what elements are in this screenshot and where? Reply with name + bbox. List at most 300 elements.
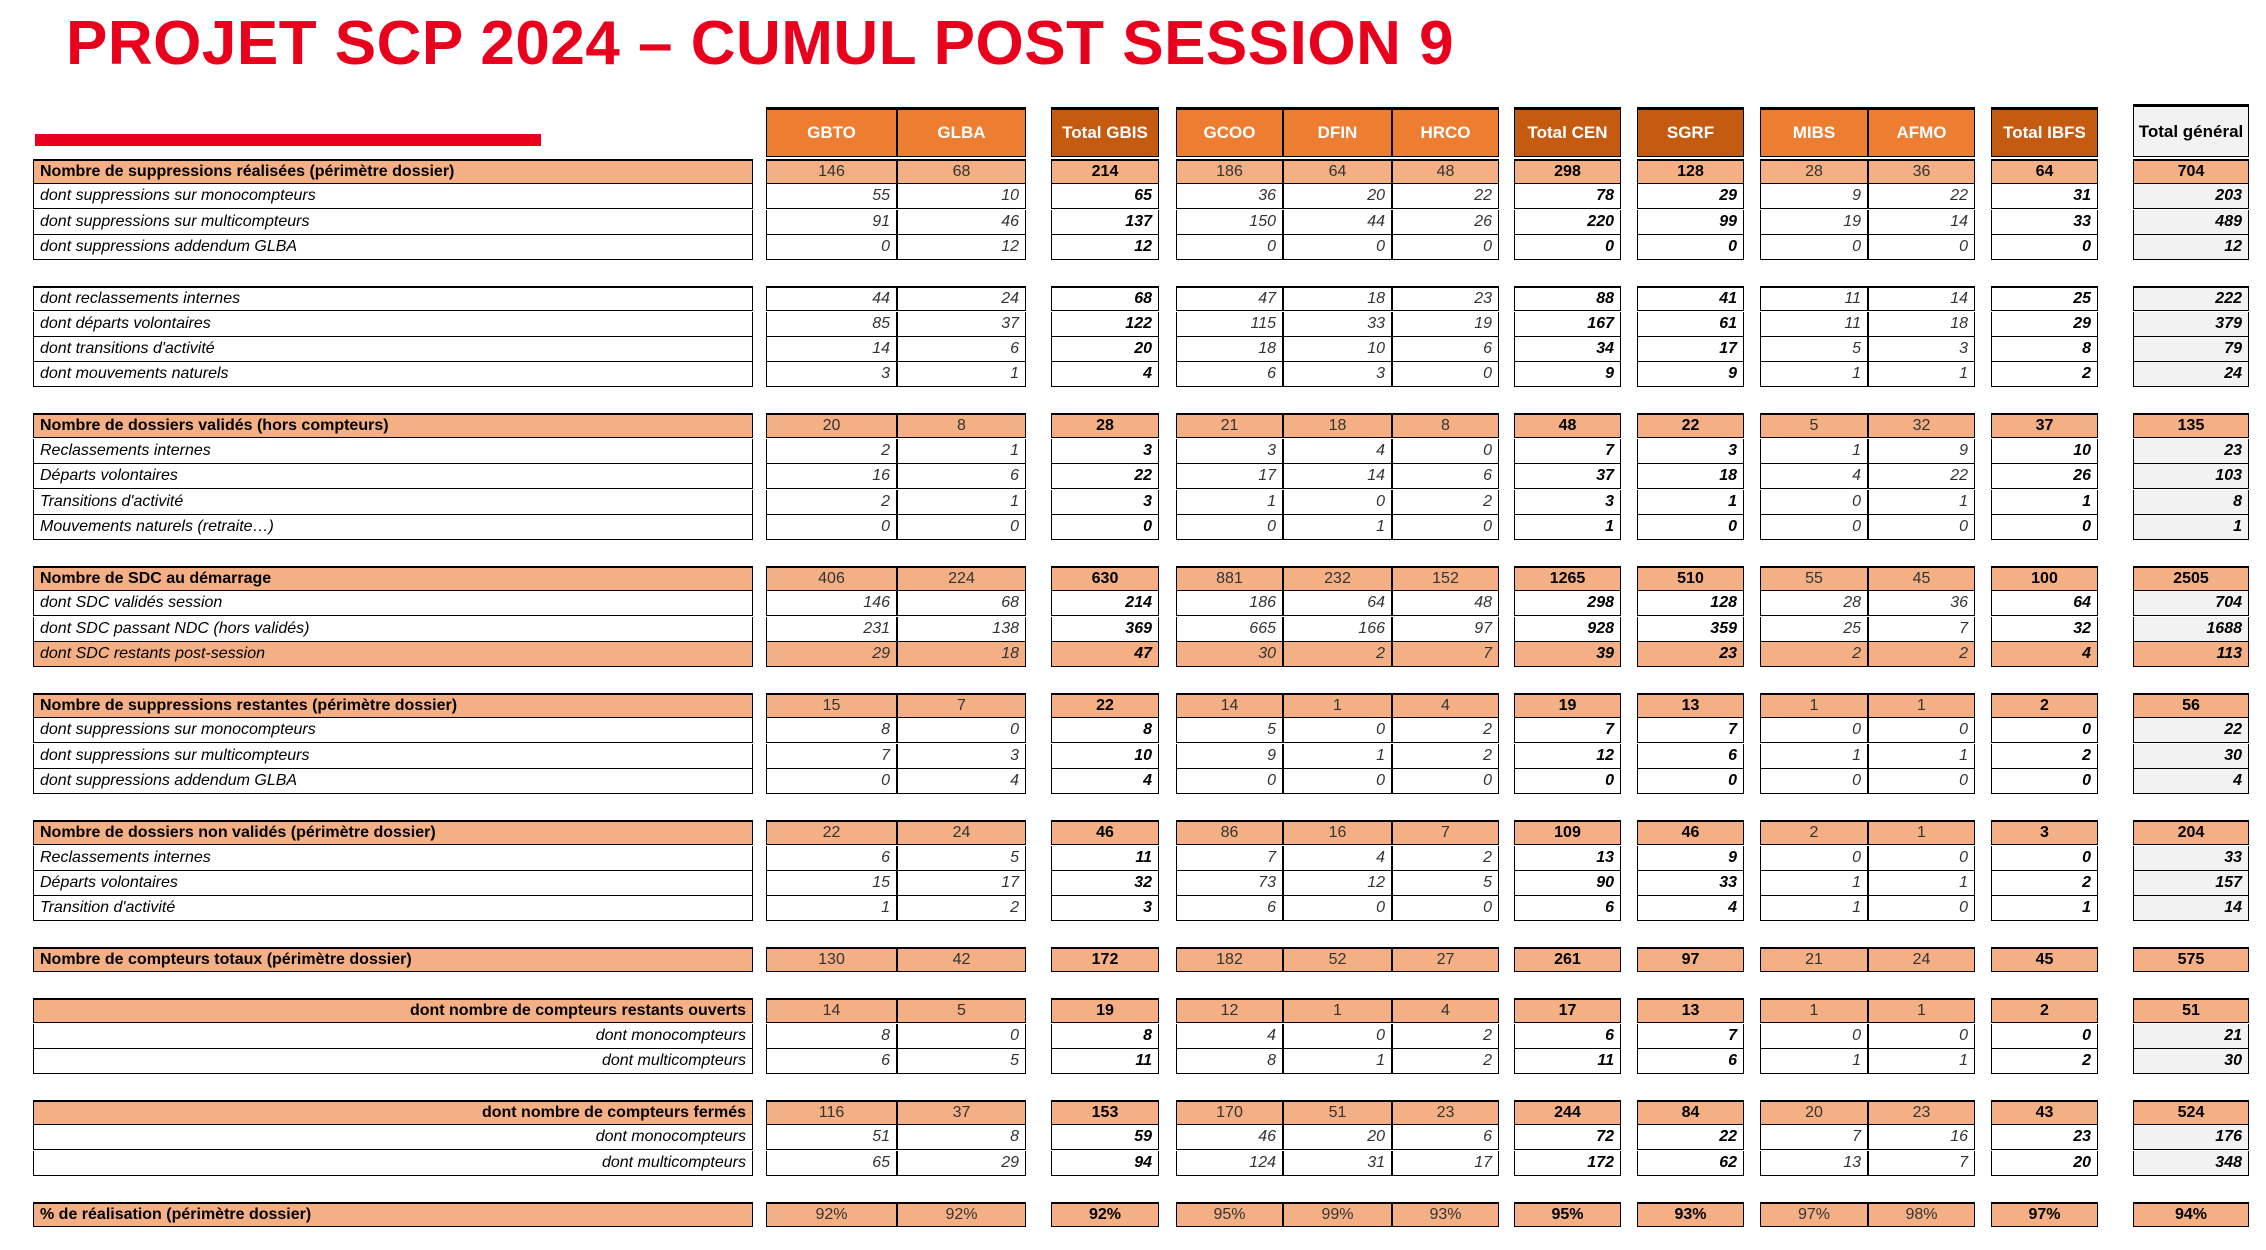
table-cell: 1: [1760, 1049, 1868, 1074]
table-cell: 3: [1991, 820, 2098, 845]
table-cell: 172: [1514, 1151, 1621, 1176]
table-cell: 8: [1051, 718, 1159, 743]
table-cell: 1: [1760, 896, 1868, 921]
table-cell: 2: [1760, 820, 1868, 845]
table-cell: 32: [1991, 617, 2098, 642]
table-cell: 7: [1176, 846, 1283, 871]
row-label: dont suppressions sur monocompteurs: [33, 184, 753, 209]
table-cell: 0: [1760, 515, 1868, 540]
table-cell: 23: [2133, 439, 2249, 464]
table-cell: 6: [1637, 1049, 1744, 1074]
table-cell: 18: [1176, 337, 1283, 362]
table-cell: 2: [1392, 718, 1499, 743]
table-cell: 91: [766, 210, 897, 235]
table-cell: 170: [1176, 1100, 1283, 1125]
table-cell: 1: [1760, 871, 1868, 896]
column-header-total-général: Total général: [2133, 104, 2249, 157]
table-cell: 36: [1868, 159, 1975, 184]
table-cell: 11: [1051, 846, 1159, 871]
table-cell: 24: [1868, 947, 1975, 972]
table-cell: 0: [1868, 769, 1975, 794]
table-cell: 45: [1868, 566, 1975, 591]
table-cell: 62: [1637, 1151, 1744, 1176]
row-header-label: Nombre de dossiers non validés (périmètre dossier): [33, 820, 753, 845]
table-cell: 1: [1760, 693, 1868, 718]
table-cell: 928: [1514, 617, 1621, 642]
table-cell: 8: [2133, 490, 2249, 515]
table-cell: 22: [1637, 413, 1744, 438]
table-cell: 24: [897, 820, 1026, 845]
table-cell: 20: [1283, 1125, 1392, 1150]
table-cell: 9: [1637, 362, 1744, 387]
table-cell: 68: [1051, 286, 1159, 311]
table-cell: 20: [1760, 1100, 1868, 1125]
table-cell: 98%: [1868, 1202, 1975, 1227]
table-cell: 32: [1051, 871, 1159, 896]
table-cell: 64: [1991, 159, 2098, 184]
table-cell: 3: [1051, 896, 1159, 921]
table-cell: 1: [897, 439, 1026, 464]
table-cell: 95%: [1176, 1202, 1283, 1227]
table-cell: 29: [897, 1151, 1026, 1176]
table-cell: 4: [1176, 1024, 1283, 1049]
row-label: dont reclassements internes: [33, 286, 753, 311]
table-cell: 33: [1283, 312, 1392, 337]
table-cell: 19: [1514, 693, 1621, 718]
table-cell: 7: [1392, 820, 1499, 845]
table-cell: 21: [1176, 413, 1283, 438]
table-cell: 12: [2133, 235, 2249, 260]
table-cell: 5: [897, 1049, 1026, 1074]
table-cell: 30: [1176, 642, 1283, 667]
table-cell: 7: [766, 744, 897, 769]
table-cell: 19: [1392, 312, 1499, 337]
table-cell: 85: [766, 312, 897, 337]
table-cell: 137: [1051, 210, 1159, 235]
table-cell: 6: [1176, 896, 1283, 921]
table-cell: 93%: [1392, 1202, 1499, 1227]
table-cell: 29: [1991, 312, 2098, 337]
table-cell: 231: [766, 617, 897, 642]
table-cell: 22: [1051, 464, 1159, 489]
row-label: Reclassements internes: [33, 846, 753, 871]
table-cell: 100: [1991, 566, 2098, 591]
table-cell: 12: [1283, 871, 1392, 896]
table-cell: 0: [1991, 846, 2098, 871]
table-cell: 46: [1176, 1125, 1283, 1150]
table-cell: 65: [766, 1151, 897, 1176]
table-cell: 22: [1392, 184, 1499, 209]
table-cell: 406: [766, 566, 897, 591]
table-cell: 0: [1637, 769, 1744, 794]
table-cell: 116: [766, 1100, 897, 1125]
table-cell: 42: [897, 947, 1026, 972]
table-cell: 0: [766, 235, 897, 260]
column-header-gbto: GBTO: [766, 107, 897, 157]
table-cell: 1: [1760, 362, 1868, 387]
column-header-gcoo: GCOO: [1176, 107, 1283, 157]
table-cell: 6: [1392, 464, 1499, 489]
table-cell: 5: [1176, 718, 1283, 743]
row-label: dont monocompteurs: [33, 1024, 753, 1049]
table-cell: 0: [1283, 718, 1392, 743]
table-cell: 6: [766, 1049, 897, 1074]
table-cell: 68: [897, 159, 1026, 184]
row-header-label: Nombre de suppressions réalisées (périmètre dossier): [33, 159, 753, 184]
table-cell: 3: [1637, 439, 1744, 464]
table-cell: 510: [1637, 566, 1744, 591]
column-header-total-cen: Total CEN: [1514, 107, 1621, 157]
table-cell: 12: [1051, 235, 1159, 260]
table-cell: 20: [1283, 184, 1392, 209]
table-cell: 30: [2133, 1049, 2249, 1074]
table-cell: 10: [1991, 439, 2098, 464]
table-cell: 24: [897, 286, 1026, 311]
table-cell: 0: [1991, 235, 2098, 260]
table-cell: 220: [1514, 210, 1621, 235]
table-cell: 24: [2133, 362, 2249, 387]
table-cell: 0: [1176, 235, 1283, 260]
table-cell: 36: [1176, 184, 1283, 209]
table-cell: 152: [1392, 566, 1499, 591]
table-cell: 94: [1051, 1151, 1159, 1176]
table-cell: 0: [1991, 769, 2098, 794]
table-cell: 44: [766, 286, 897, 311]
table-cell: 65: [1051, 184, 1159, 209]
table-cell: 103: [2133, 464, 2249, 489]
table-cell: 665: [1176, 617, 1283, 642]
table-cell: 0: [1991, 718, 2098, 743]
table-cell: 6: [897, 337, 1026, 362]
table-cell: 7: [1637, 1024, 1744, 1049]
table-cell: 135: [2133, 413, 2249, 438]
table-cell: 84: [1637, 1100, 1744, 1125]
table-cell: 298: [1514, 159, 1621, 184]
table-cell: 0: [766, 769, 897, 794]
table-cell: 46: [897, 210, 1026, 235]
table-cell: 0: [1176, 515, 1283, 540]
table-cell: 166: [1283, 617, 1392, 642]
table-cell: 2: [766, 490, 897, 515]
table-cell: 0: [1868, 515, 1975, 540]
table-cell: 0: [1868, 1024, 1975, 1049]
table-cell: 0: [1868, 235, 1975, 260]
table-cell: 32: [1868, 413, 1975, 438]
table-cell: 1: [1868, 820, 1975, 845]
table-cell: 153: [1051, 1100, 1159, 1125]
table-cell: 37: [1991, 413, 2098, 438]
row-label: Transitions d'activité: [33, 490, 753, 515]
table-cell: 59: [1051, 1125, 1159, 1150]
table-cell: 1: [2133, 515, 2249, 540]
row-label: dont suppressions sur multicompteurs: [33, 744, 753, 769]
table-cell: 15: [766, 871, 897, 896]
row-header-label: Nombre de compteurs totaux (périmètre dossier): [33, 947, 753, 972]
table-cell: 64: [1991, 591, 2098, 616]
table-cell: 1: [1760, 998, 1868, 1023]
row-label: dont SDC restants post-session: [33, 642, 753, 667]
table-cell: 298: [1514, 591, 1621, 616]
table-cell: 20: [1991, 1151, 2098, 1176]
table-cell: 4: [1283, 439, 1392, 464]
table-cell: 1: [1760, 744, 1868, 769]
table-cell: 2: [1392, 744, 1499, 769]
page-title: PROJET SCP 2024 – CUMUL POST SESSION 9: [66, 9, 1455, 78]
table-cell: 1: [897, 490, 1026, 515]
row-label: Mouvements naturels (retraite…): [33, 515, 753, 540]
table-cell: 6: [766, 846, 897, 871]
table-cell: 14: [1868, 210, 1975, 235]
table-cell: 44: [1283, 210, 1392, 235]
table-cell: 31: [1283, 1151, 1392, 1176]
table-cell: 5: [1760, 413, 1868, 438]
table-cell: 7: [897, 693, 1026, 718]
table-cell: 14: [766, 998, 897, 1023]
table-cell: 3: [1051, 490, 1159, 515]
table-cell: 17: [1514, 998, 1621, 1023]
table-cell: 0: [897, 718, 1026, 743]
row-label: dont transitions d'activité: [33, 337, 753, 362]
table-cell: 22: [1868, 464, 1975, 489]
table-cell: 52: [1283, 947, 1392, 972]
table-cell: 3: [1176, 439, 1283, 464]
row-header-label: % de réalisation (périmètre dossier): [33, 1202, 753, 1227]
table-cell: 56: [2133, 693, 2249, 718]
table-cell: 0: [1868, 846, 1975, 871]
table-cell: 3: [1051, 439, 1159, 464]
table-cell: 0: [1760, 1024, 1868, 1049]
table-cell: 0: [1760, 235, 1868, 260]
row-label: dont suppressions addendum GLBA: [33, 769, 753, 794]
table-cell: 224: [897, 566, 1026, 591]
table-cell: 64: [1283, 159, 1392, 184]
table-cell: 2: [766, 439, 897, 464]
table-cell: 1: [1991, 896, 2098, 921]
table-cell: 1: [1283, 515, 1392, 540]
table-cell: 2: [1392, 1049, 1499, 1074]
table-cell: 20: [766, 413, 897, 438]
table-cell: 2: [1991, 1049, 2098, 1074]
table-cell: 881: [1176, 566, 1283, 591]
table-cell: 28: [1760, 591, 1868, 616]
table-cell: 0: [1514, 235, 1621, 260]
table-cell: 33: [1637, 871, 1744, 896]
table-cell: 122: [1051, 312, 1159, 337]
table-cell: 7: [1760, 1125, 1868, 1150]
table-cell: 2: [1392, 846, 1499, 871]
table-cell: 7: [1868, 1151, 1975, 1176]
table-cell: 36: [1868, 591, 1975, 616]
table-cell: 92%: [766, 1202, 897, 1227]
table-cell: 23: [1637, 642, 1744, 667]
table-cell: 37: [897, 1100, 1026, 1125]
table-cell: 33: [2133, 846, 2249, 871]
table-cell: 90: [1514, 871, 1621, 896]
table-cell: 18: [1637, 464, 1744, 489]
table-cell: 8: [1392, 413, 1499, 438]
row-label: dont monocompteurs: [33, 1125, 753, 1150]
table-cell: 489: [2133, 210, 2249, 235]
table-cell: 97: [1392, 617, 1499, 642]
table-cell: 41: [1637, 286, 1744, 311]
table-cell: 10: [1283, 337, 1392, 362]
table-cell: 8: [897, 413, 1026, 438]
table-cell: 138: [897, 617, 1026, 642]
table-cell: 2: [1868, 642, 1975, 667]
table-cell: 0: [1283, 1024, 1392, 1049]
table-cell: 19: [1051, 998, 1159, 1023]
table-cell: 214: [1051, 159, 1159, 184]
row-label: Départs volontaires: [33, 464, 753, 489]
table-cell: 369: [1051, 617, 1159, 642]
table-cell: 128: [1637, 591, 1744, 616]
table-cell: 92%: [1051, 1202, 1159, 1227]
table-cell: 130: [766, 947, 897, 972]
table-cell: 8: [1991, 337, 2098, 362]
table-cell: 14: [766, 337, 897, 362]
table-cell: 55: [1760, 566, 1868, 591]
table-cell: 6: [1637, 744, 1744, 769]
row-header-label: dont nombre de compteurs restants ouverts: [33, 998, 753, 1023]
table-cell: 5: [1760, 337, 1868, 362]
table-cell: 1: [1868, 490, 1975, 515]
table-cell: 2: [897, 896, 1026, 921]
table-cell: 0: [897, 1024, 1026, 1049]
table-cell: 3: [1514, 490, 1621, 515]
table-cell: 0: [897, 515, 1026, 540]
table-cell: 78: [1514, 184, 1621, 209]
table-cell: 13: [1637, 998, 1744, 1023]
row-label: dont départs volontaires: [33, 312, 753, 337]
column-header-dfin: DFIN: [1283, 107, 1392, 157]
table-cell: 9: [1760, 184, 1868, 209]
table-cell: 0: [1637, 515, 1744, 540]
table-cell: 18: [897, 642, 1026, 667]
table-cell: 1: [1637, 490, 1744, 515]
table-cell: 97%: [1991, 1202, 2098, 1227]
table-cell: 1: [1760, 439, 1868, 464]
column-header-sgrf: SGRF: [1637, 107, 1744, 157]
table-cell: 27: [1392, 947, 1499, 972]
column-header-hrco: HRCO: [1392, 107, 1499, 157]
table-cell: 2: [1392, 490, 1499, 515]
table-cell: 48: [1392, 591, 1499, 616]
table-cell: 23: [1991, 1125, 2098, 1150]
row-label: dont SDC passant NDC (hors validés): [33, 617, 753, 642]
table-cell: 86: [1176, 820, 1283, 845]
table-cell: 1688: [2133, 617, 2249, 642]
table-cell: 26: [1392, 210, 1499, 235]
table-cell: 37: [1514, 464, 1621, 489]
table-cell: 55: [766, 184, 897, 209]
table-cell: 0: [1392, 896, 1499, 921]
table-cell: 37: [897, 312, 1026, 337]
row-header-label: dont nombre de compteurs fermés: [33, 1100, 753, 1125]
table-cell: 45: [1991, 947, 2098, 972]
table-cell: 0: [1392, 235, 1499, 260]
table-cell: 5: [897, 846, 1026, 871]
title-underline-bar: [35, 134, 541, 146]
table-cell: 1: [1868, 693, 1975, 718]
table-cell: 2: [1760, 642, 1868, 667]
column-header-afmo: AFMO: [1868, 107, 1975, 157]
table-cell: 11: [1051, 1049, 1159, 1074]
table-cell: 28: [1051, 413, 1159, 438]
table-cell: 22: [2133, 718, 2249, 743]
table-cell: 13: [1637, 693, 1744, 718]
table-cell: 186: [1176, 591, 1283, 616]
table-cell: 51: [2133, 998, 2249, 1023]
table-cell: 2: [1991, 744, 2098, 769]
table-cell: 109: [1514, 820, 1621, 845]
table-cell: 8: [766, 718, 897, 743]
table-cell: 1: [1283, 998, 1392, 1023]
table-cell: 575: [2133, 947, 2249, 972]
table-cell: 94%: [2133, 1202, 2249, 1227]
table-cell: 10: [897, 184, 1026, 209]
table-cell: 0: [1991, 515, 2098, 540]
table-cell: 22: [766, 820, 897, 845]
table-cell: 704: [2133, 591, 2249, 616]
table-cell: 14: [1868, 286, 1975, 311]
table-cell: 146: [766, 591, 897, 616]
table-cell: 23: [1392, 286, 1499, 311]
table-cell: 524: [2133, 1100, 2249, 1125]
table-cell: 8: [1176, 1049, 1283, 1074]
table-cell: 4: [1991, 642, 2098, 667]
table-cell: 0: [1514, 769, 1621, 794]
table-cell: 11: [1760, 286, 1868, 311]
table-cell: 88: [1514, 286, 1621, 311]
table-cell: 4: [1637, 896, 1744, 921]
table-cell: 9: [1176, 744, 1283, 769]
table-cell: 0: [1760, 846, 1868, 871]
table-cell: 4: [1392, 693, 1499, 718]
table-cell: 8: [766, 1024, 897, 1049]
table-cell: 17: [1392, 1151, 1499, 1176]
table-cell: 1: [1868, 871, 1975, 896]
table-cell: 2505: [2133, 566, 2249, 591]
table-cell: 6: [1392, 1125, 1499, 1150]
table-cell: 4: [1051, 769, 1159, 794]
table-cell: 214: [1051, 591, 1159, 616]
table-cell: 1: [1176, 490, 1283, 515]
table-cell: 8: [1051, 1024, 1159, 1049]
row-label: dont mouvements naturels: [33, 362, 753, 387]
row-header-label: Nombre de SDC au démarrage: [33, 566, 753, 591]
table-cell: 22: [1868, 184, 1975, 209]
table-cell: 13: [1514, 846, 1621, 871]
table-cell: 150: [1176, 210, 1283, 235]
table-cell: 25: [1991, 286, 2098, 311]
table-cell: 46: [1637, 820, 1744, 845]
table-cell: 1: [1991, 490, 2098, 515]
table-cell: 34: [1514, 337, 1621, 362]
table-cell: 4: [897, 769, 1026, 794]
table-cell: 48: [1514, 413, 1621, 438]
table-cell: 1: [1283, 744, 1392, 769]
table-cell: 1: [1868, 998, 1975, 1023]
table-cell: 14: [1283, 464, 1392, 489]
table-cell: 99: [1637, 210, 1744, 235]
table-cell: 5: [897, 998, 1026, 1023]
table-cell: 2: [1991, 998, 2098, 1023]
table-cell: 47: [1051, 642, 1159, 667]
table-cell: 18: [1868, 312, 1975, 337]
table-cell: 73: [1176, 871, 1283, 896]
table-cell: 0: [1283, 490, 1392, 515]
table-cell: 146: [766, 159, 897, 184]
